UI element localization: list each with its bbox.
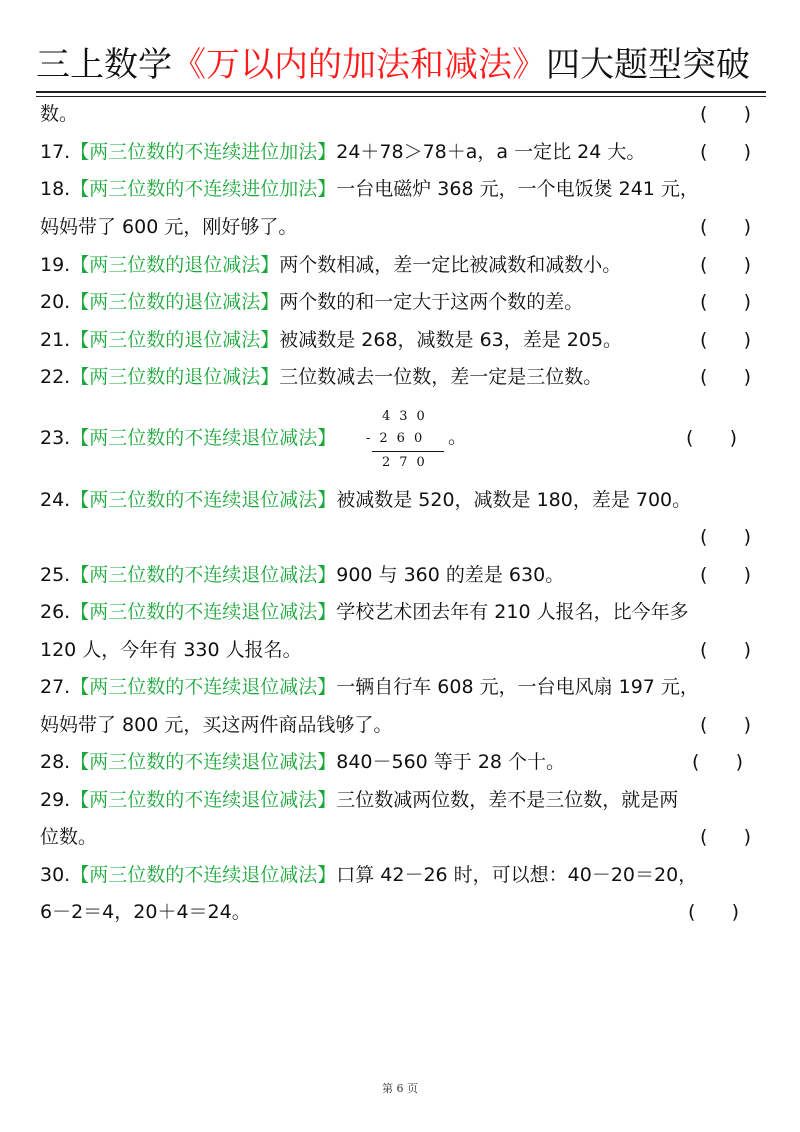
answer-blank[interactable]: ( ) (700, 291, 752, 313)
text-line (40, 209, 297, 245)
question-number: 28. (40, 751, 71, 773)
line-text: 120 人，今年有 330 人报名。 (40, 639, 302, 661)
answer-blank[interactable]: ( ) (700, 103, 752, 125)
question-20 (40, 284, 583, 320)
question-tag: 【两三位数的退位减法】 (70, 291, 280, 313)
question-text: 两个数的和一定大于这两个数的差。 (279, 291, 584, 313)
answer-blank[interactable]: ( ) (700, 526, 752, 548)
question-18 (40, 171, 699, 207)
question-tag: 【两三位数的退位减法】 (70, 366, 280, 388)
question-tag: 【两三位数的不连续退位减法】 (70, 789, 337, 811)
question-tag: 【两三位数的不连续退位减法】 (70, 564, 337, 586)
question-number: 20. (40, 291, 71, 313)
question-text: 三位数减去一位数，差一定是三位数。 (279, 366, 603, 388)
question-29 (40, 782, 678, 818)
question-tag: 【两三位数的不连续退位减法】 (70, 489, 337, 511)
difference: 270 (382, 455, 434, 470)
title-underline-thin (36, 96, 766, 97)
title-underline (36, 91, 766, 93)
answer-blank[interactable]: ( ) (686, 427, 738, 449)
text-line (40, 632, 302, 668)
answer-blank[interactable]: ( ) (692, 751, 744, 773)
question-19 (40, 247, 621, 283)
question-21 (40, 322, 622, 358)
question-tag: 【两三位数的不连续进位加法】 (70, 178, 337, 200)
question-tag: 【两三位数的不连续退位减法】 (70, 676, 337, 698)
question-text: 被减数是 520，减数是 180，差是 700。 (336, 489, 692, 511)
answer-blank[interactable]: ( ) (700, 216, 752, 238)
end-mark: 。 (448, 426, 468, 448)
question-number: 27. (40, 676, 71, 698)
question-number: 18. (40, 178, 71, 200)
question-number: 24. (40, 489, 71, 511)
question-text: 被减数是 268，减数是 63，差是 205。 (279, 329, 623, 351)
question-number: 30. (40, 864, 71, 886)
question-text: 一辆自行车 608 元，一台电风扇 197 元， (336, 676, 699, 698)
minus-sign: - (366, 431, 380, 446)
question-tag: 【两三位数的退位减法】 (70, 329, 280, 351)
vertical-subtraction (366, 408, 468, 474)
line-text: 6－2＝4，20＋4＝24。 (40, 901, 251, 923)
question-25 (40, 557, 564, 593)
question-number: 21. (40, 329, 71, 351)
question-26 (40, 594, 689, 630)
question-text: 840－560 等于 28 个十。 (336, 751, 566, 773)
title-topic: 四大题型突破 (546, 45, 750, 85)
text-line (40, 894, 251, 930)
page-number: 第 6 页 (382, 1082, 418, 1095)
subtrahend: 260 (379, 431, 432, 446)
answer-blank[interactable]: ( ) (700, 564, 752, 586)
question-22 (40, 359, 602, 395)
title-unit: 《万以内的加法和减法》 (172, 45, 546, 85)
minuend: 430 (382, 409, 434, 424)
question-27 (40, 669, 699, 705)
answer-blank[interactable]: ( ) (700, 826, 752, 848)
question-text: 一台电磁炉 368 元，一个电饭煲 241 元， (336, 178, 699, 200)
line-text: 妈妈带了 800 元，买这两件商品钱够了。 (40, 714, 393, 736)
question-tag: 【两三位数的不连续退位减法】 (70, 751, 337, 773)
question-24 (40, 482, 691, 518)
question-number: 23. (40, 427, 71, 449)
question-text: 三位数减两位数，差不是三位数，就是两 (336, 789, 679, 811)
question-number: 25. (40, 564, 71, 586)
question-17 (40, 134, 645, 170)
answer-blank[interactable]: ( ) (700, 329, 752, 351)
question-number: 17. (40, 141, 71, 163)
question-tag: 【两三位数的不连续退位减法】 (70, 427, 337, 449)
page-title (36, 40, 766, 90)
question-number: 22. (40, 366, 71, 388)
line-text: 妈妈带了 600 元，刚好够了。 (40, 216, 298, 238)
answer-blank[interactable]: ( ) (700, 714, 752, 736)
answer-blank[interactable]: ( ) (688, 901, 740, 923)
question-tag: 【两三位数的退位减法】 (70, 254, 280, 276)
question-number: 26. (40, 601, 71, 623)
title-subject: 三上数学 (36, 45, 172, 85)
text-line (40, 707, 392, 743)
question-23 (40, 420, 336, 456)
answer-blank[interactable]: ( ) (700, 366, 752, 388)
answer-blank[interactable]: ( ) (700, 639, 752, 661)
line-text: 位数。 (40, 826, 98, 848)
subtrahend-row (366, 430, 446, 448)
line-text: 数。 (40, 103, 79, 125)
question-text: 24＋78＞78＋a，a 一定比 24 大。 (336, 141, 646, 163)
question-number: 29. (40, 789, 71, 811)
text-line (40, 819, 97, 855)
question-text: 口算 42－26 时，可以想：40－20＝20， (336, 864, 698, 886)
question-tag: 【两三位数的不连续进位加法】 (70, 141, 337, 163)
question-tag: 【两三位数的不连续退位减法】 (70, 601, 337, 623)
question-28 (40, 744, 565, 780)
question-text: 900 与 360 的差是 630。 (336, 564, 565, 586)
question-tag: 【两三位数的不连续退位减法】 (70, 864, 337, 886)
question-text: 两个数相减，差一定比被减数和减数小。 (279, 254, 622, 276)
question-30 (40, 857, 697, 893)
question-number: 19. (40, 254, 71, 276)
answer-blank[interactable]: ( ) (700, 254, 752, 276)
answer-blank[interactable]: ( ) (700, 141, 752, 163)
text-line (40, 96, 78, 132)
result-line (372, 451, 444, 452)
question-text: 学校艺术团去年有 210 人报名，比今年多 (336, 601, 689, 623)
